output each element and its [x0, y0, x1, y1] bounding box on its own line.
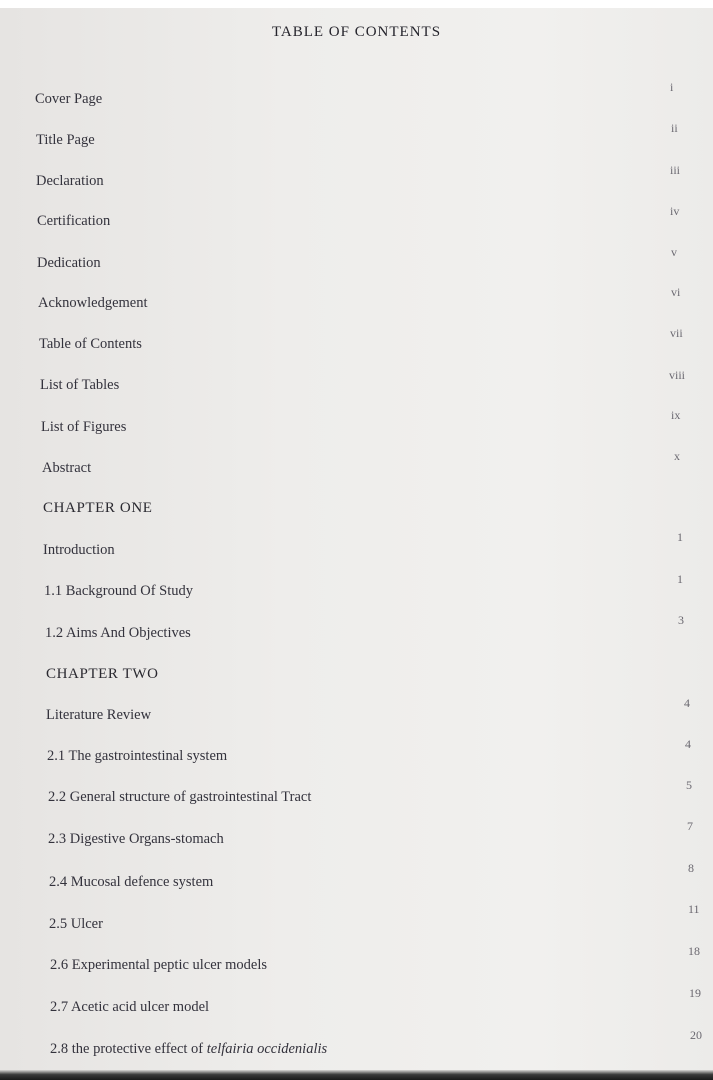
toc-entry-page-number: 1: [677, 572, 683, 586]
toc-entry-page-number: 1: [677, 530, 683, 544]
toc-entry-label: Introduction: [43, 542, 115, 558]
toc-entry-label: Cover Page: [35, 91, 103, 107]
toc-entry-page-number: viii: [669, 368, 686, 382]
toc-entry-page-number: 8: [688, 861, 694, 875]
toc-entry-label: 2.5 Ulcer: [49, 916, 103, 932]
toc-entry-page-number: 4: [685, 737, 691, 751]
toc-entry-label: 2.4 Mucosal defence system: [49, 874, 214, 890]
toc-entry-page-number: 11: [688, 902, 700, 916]
toc-entry-page-number: 20: [690, 1028, 702, 1042]
toc-entry-page-number: iv: [670, 204, 680, 218]
toc-entry-label: Literature Review: [46, 707, 152, 723]
toc-entry-page-number: i: [670, 80, 674, 94]
toc-entry-label-text: 2.8 the protective effect of: [50, 1041, 204, 1057]
toc-entry-page-number: 18: [688, 944, 700, 958]
toc-entry-page-number: ii: [671, 121, 678, 135]
chapter-one-heading: CHAPTER ONE: [43, 500, 153, 516]
toc-entry-label: 2.7 Acetic acid ulcer model: [50, 999, 210, 1015]
toc-entry-label: 1.2 Aims And Objectives: [45, 625, 191, 641]
toc-entry-label: [50, 1041, 327, 1058]
toc-entry-page-number: x: [674, 449, 680, 463]
toc-entry-page-number: iii: [670, 163, 681, 177]
toc-entry-label: Title Page: [36, 132, 95, 148]
page-title: TABLE OF CONTENTS: [271, 24, 442, 40]
toc-entry-page-number: 3: [678, 613, 684, 627]
toc-entry-page-number: 19: [689, 986, 701, 1000]
toc-entry-label: 2.3 Digestive Organs-stomach: [48, 831, 224, 847]
toc-entry-label: 2.2 General structure of gastrointestinal Tract: [48, 789, 312, 805]
toc-entry-label: List of Figures: [41, 419, 127, 435]
toc-entry-label: 2.6 Experimental peptic ulcer models: [50, 957, 268, 973]
toc-entry-page-number: ix: [671, 408, 681, 422]
toc-entry-label: 2.1 The gastrointestinal system: [47, 748, 228, 764]
toc-entry-page-number: vii: [670, 326, 683, 340]
toc-entry-label: List of Tables: [40, 377, 120, 393]
toc-entry-label: Certification: [37, 213, 111, 229]
toc-entry-page-number: 5: [686, 778, 692, 792]
toc-entry-page-number: 7: [687, 819, 693, 833]
toc-entry-label: Acknowledgement: [38, 295, 148, 311]
toc-entry-label: Abstract: [42, 460, 92, 476]
toc-entry-label: 1.1 Background Of Study: [44, 583, 194, 599]
chapter-two-heading: CHAPTER TWO: [46, 666, 159, 682]
toc-entry-page-number: 4: [684, 696, 690, 710]
toc-entry-label: Declaration: [36, 173, 104, 189]
toc-entry-label: Table of Contents: [39, 336, 142, 352]
toc-entry-label: Dedication: [37, 255, 101, 271]
species-name: telfairia occidenialis: [206, 1041, 328, 1057]
toc-entry-page-number: vi: [671, 285, 681, 299]
toc-entry-page-number: v: [671, 245, 677, 259]
page-bottom-edge: [0, 1070, 713, 1080]
